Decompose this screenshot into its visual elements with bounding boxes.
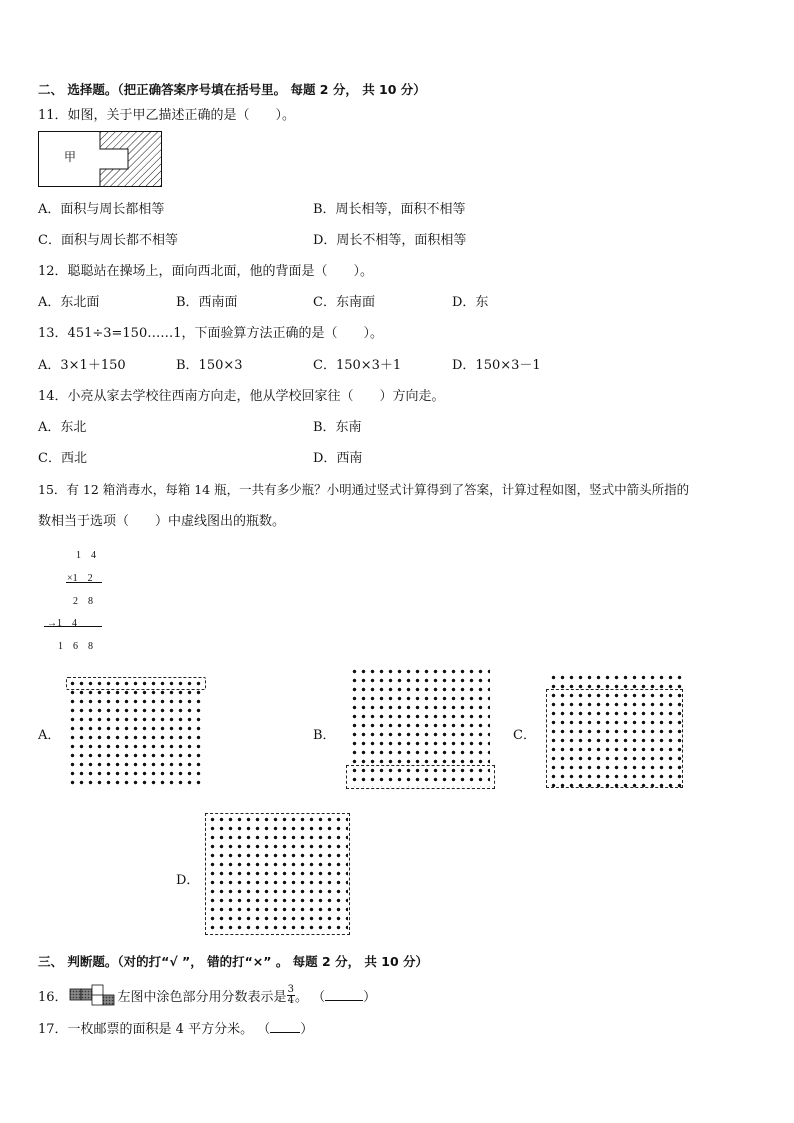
q11-option-a[interactable]: A．面积与周长都相等 bbox=[38, 202, 165, 217]
q16-number: 16． bbox=[38, 989, 68, 1005]
vertical-row-2: ×1 2 bbox=[67, 573, 93, 584]
fraction-denominator: 4 bbox=[287, 994, 294, 1006]
q13-option-a[interactable]: A．3×1＋150 bbox=[38, 358, 126, 373]
q15-option-d-label[interactable]: D． bbox=[176, 873, 200, 888]
q12-option-d[interactable]: D．东 bbox=[452, 295, 489, 310]
q15-option-c-label[interactable]: C． bbox=[513, 728, 536, 743]
q16 bbox=[38, 984, 376, 1006]
q17-text: 17．一枚邮票的面积是 4 平方分米。 （ bbox=[38, 1022, 271, 1037]
q12-option-a[interactable]: A．东北面 bbox=[38, 295, 100, 310]
q16-close-paren: ） bbox=[363, 989, 377, 1005]
q16-answer-blank[interactable] bbox=[325, 989, 363, 1001]
q12-stem: 12．聪聪站在操场上，面向西北面，他的背面是（ ）。 bbox=[38, 264, 374, 279]
q12-option-b[interactable]: B．西南面 bbox=[176, 295, 238, 310]
vertical-row-1: 1 4 bbox=[76, 550, 96, 561]
q15-option-b-label[interactable]: B． bbox=[313, 728, 336, 743]
q11-stem: 11．如图，关于甲乙描述正确的是（ ）。 bbox=[38, 108, 296, 123]
q13-stem: 13．451÷3=150……1，下面验算方法正确的是（ ）。 bbox=[38, 326, 383, 341]
q14-stem: 14．小亮从家去学校往西南方向走，他从学校回家往（ ）方向走。 bbox=[38, 389, 445, 404]
jia-yi-shape-diagram bbox=[38, 131, 162, 187]
vertical-line-2 bbox=[44, 626, 102, 627]
q15-stem-line-2: 数相当于选项（ ）中虚线图出的瓶数。 bbox=[38, 514, 286, 529]
dashed-highlight-b bbox=[346, 765, 495, 789]
q11-option-c[interactable]: C．面积与周长都不相等 bbox=[38, 233, 178, 248]
jia-label: 甲 bbox=[64, 150, 77, 164]
q14-option-d[interactable]: D．西南 bbox=[313, 451, 363, 466]
q16-open-paren: 。 （ bbox=[294, 989, 326, 1005]
vertical-line-1 bbox=[66, 582, 102, 583]
q14-option-a[interactable]: A．东北 bbox=[38, 420, 87, 435]
bottle-dot-grid-a bbox=[68, 679, 204, 787]
q11-figure bbox=[38, 131, 162, 187]
q17 bbox=[38, 1018, 313, 1037]
q11-option-d[interactable]: D．周长不相等，面积相等 bbox=[313, 233, 467, 248]
q16-text: 左图中涂色部分用分数表示是 bbox=[117, 989, 287, 1005]
vertical-row-3: 2 8 bbox=[73, 596, 93, 607]
q17-close-paren: ） bbox=[300, 1022, 314, 1037]
dashed-highlight-a bbox=[66, 677, 206, 690]
fraction-three-quarters bbox=[287, 985, 295, 1006]
q12-option-c[interactable]: C．东南面 bbox=[313, 295, 375, 310]
shaded-squares-figure bbox=[69, 984, 117, 1006]
fraction-numerator: 3 bbox=[287, 983, 294, 995]
vertical-row-5: 1 6 8 bbox=[58, 641, 93, 652]
q13-option-d[interactable]: D．150×3－1 bbox=[452, 358, 541, 373]
section-2-heading: 二、 选择题。（把正确答案序号填在括号里。 每题 2 分， 共 10 分） bbox=[38, 82, 426, 97]
section-3-heading: 三、 判断题。（对的打“√ ”， 错的打“×” 。 每题 2 分， 共 10 分） bbox=[38, 954, 429, 969]
q15-option-a-label[interactable]: A． bbox=[38, 728, 61, 743]
vertical-row-4: →1 4 bbox=[47, 618, 77, 629]
dashed-highlight-d bbox=[205, 813, 350, 935]
q13-option-c[interactable]: C．150×3＋1 bbox=[313, 358, 402, 373]
q17-answer-blank[interactable] bbox=[270, 1021, 300, 1033]
dashed-highlight-c bbox=[546, 689, 683, 788]
q14-option-c[interactable]: C．西北 bbox=[38, 451, 87, 466]
q13-option-b[interactable]: B．150×3 bbox=[176, 358, 243, 373]
q11-option-b[interactable]: B．周长相等，面积不相等 bbox=[313, 202, 466, 217]
q14-option-b[interactable]: B．东南 bbox=[313, 420, 362, 435]
q15-stem-line-1: 15．有 12 箱消毒水，每箱 14 瓶，一共有多少瓶？小明通过竖式计算得到了答案，计算过程如图，竖式中箭头所指的 bbox=[38, 482, 690, 497]
